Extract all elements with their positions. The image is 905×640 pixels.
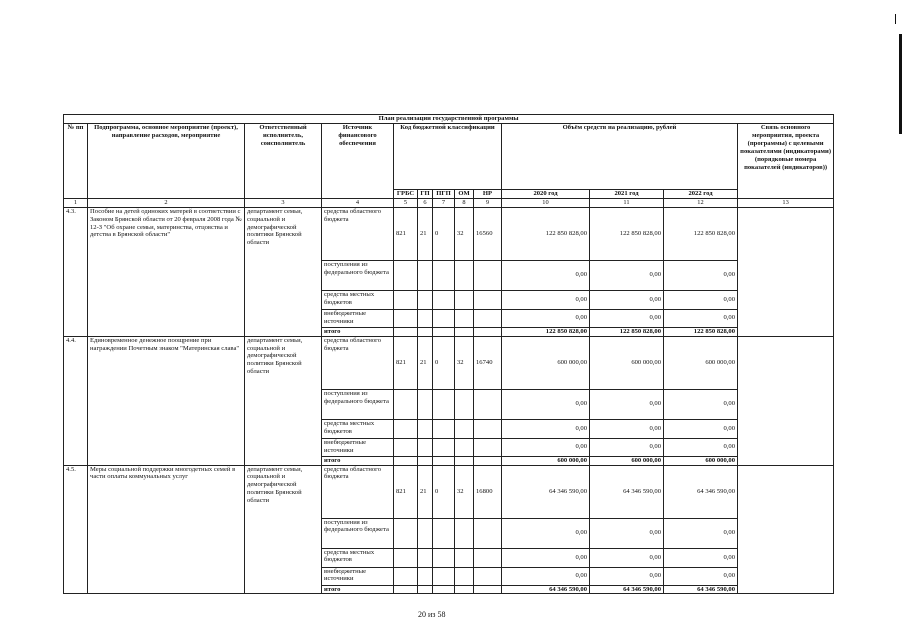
header-code-om: ОМ [455,190,474,199]
header-code-gp: ГП [418,190,433,199]
amount-2020: 64 346 590,00 [502,465,590,518]
total-2020: 64 346 590,00 [502,585,590,594]
responsible-executor: департамент семьи, социальной и демографической политики Брянской области [245,207,322,336]
amount-2020: 0,00 [502,419,590,438]
row-number: 4.3. [64,207,88,336]
amount-2021: 0,00 [590,567,664,585]
source-total: итого [322,327,394,336]
source-extrabudgetary: внебюджетные источники [322,438,394,456]
header-executor: Ответственный исполнитель, соисполнитель [245,124,322,199]
source-extrabudgetary: внебюджетные источники [322,567,394,585]
indicator-link [738,207,834,336]
amount-2020: 0,00 [502,389,590,419]
column-number: 4 [322,199,394,208]
code-pgp: 0 [433,336,455,389]
program-plan-table [63,114,834,594]
code-grbs: 821 [394,207,418,260]
code-grbs: 821 [394,336,418,389]
header-name: Подпрограмма, основное мероприятие (проект), направление расходов, мероприятие [88,124,245,199]
indicator-link [738,465,834,594]
amount-2022: 0,00 [664,438,738,456]
header-funds: Объём средств на реализацию, рублей [502,124,738,190]
column-number: 10 [502,199,590,208]
source-local: средства местных бюджетов [322,290,394,309]
table-row [64,336,834,389]
header-budget-codes: Код бюджетной классификации [394,124,502,190]
header-code-grbs: ГРБС [394,190,418,199]
column-number: 12 [664,199,738,208]
code-om: 32 [455,207,474,260]
total-2021: 64 346 590,00 [590,585,664,594]
code-gp: 21 [418,207,433,260]
amount-2020: 0,00 [502,518,590,548]
amount-2020: 0,00 [502,290,590,309]
column-number: 8 [455,199,474,208]
page-edge-mark-top [895,14,896,24]
code-gp: 21 [418,336,433,389]
amount-2021: 600 000,00 [590,336,664,389]
code-pgp: 0 [433,465,455,518]
page-number: 20 из 58 [418,610,446,619]
column-number: 11 [590,199,664,208]
code-om: 32 [455,336,474,389]
source-federal: поступления из федерального бюджета [322,389,394,419]
table-row [64,465,834,518]
column-number: 7 [433,199,455,208]
amount-2020: 0,00 [502,567,590,585]
total-2020: 600 000,00 [502,456,590,465]
header-num: № пп [64,124,88,199]
column-number: 5 [394,199,418,208]
measure-name: Меры социальной поддержки многодетных семей в части оплаты коммунальных услуг [88,465,245,594]
amount-2021: 0,00 [590,309,664,327]
amount-2021: 0,00 [590,548,664,567]
header-link: Связь основного мероприятия, проекта (программы) с целевыми показателями (индикаторами) (порядковые номера показателей (индикаторов)) [738,124,834,199]
amount-2020: 0,00 [502,548,590,567]
source-local: средства местных бюджетов [322,419,394,438]
source-regional: средства областного бюджета [322,465,394,518]
source-total: итого [322,456,394,465]
row-number: 4.5. [64,465,88,594]
indicator-link [738,336,834,465]
source-local: средства местных бюджетов [322,548,394,567]
total-2022: 64 346 590,00 [664,585,738,594]
header-year-2020: 2020 год [502,190,590,199]
amount-2020: 0,00 [502,260,590,290]
amount-2022: 122 850 828,00 [664,207,738,260]
header-source: Источник финансового обеспечения [322,124,394,199]
code-nr: 16560 [474,207,502,260]
amount-2022: 0,00 [664,518,738,548]
column-number: 9 [474,199,502,208]
header-code-pgp: ПГП [433,190,455,199]
source-total: итого [322,585,394,594]
amount-2021: 0,00 [590,389,664,419]
code-grbs: 821 [394,465,418,518]
code-nr: 16800 [474,465,502,518]
amount-2021: 64 346 590,00 [590,465,664,518]
amount-2020: 122 850 828,00 [502,207,590,260]
column-number: 13 [738,199,834,208]
total-2021: 600 000,00 [590,456,664,465]
code-pgp: 0 [433,207,455,260]
amount-2021: 0,00 [590,419,664,438]
column-number: 6 [418,199,433,208]
amount-2020: 0,00 [502,438,590,456]
amount-2021: 0,00 [590,518,664,548]
source-federal: поступления из федерального бюджета [322,260,394,290]
amount-2022: 0,00 [664,260,738,290]
amount-2021: 0,00 [590,290,664,309]
source-regional: средства областного бюджета [322,336,394,389]
amount-2022: 0,00 [664,548,738,567]
amount-2022: 0,00 [664,290,738,309]
amount-2022: 0,00 [664,309,738,327]
code-nr: 16740 [474,336,502,389]
amount-2021: 122 850 828,00 [590,207,664,260]
total-2022: 122 850 828,00 [664,327,738,336]
source-federal: поступления из федерального бюджета [322,518,394,548]
total-2022: 600 000,00 [664,456,738,465]
amount-2020: 0,00 [502,309,590,327]
responsible-executor: департамент семьи, социальной и демографической политики Брянской области [245,336,322,465]
code-om: 32 [455,465,474,518]
table-title: План реализации государственной программы [64,115,834,124]
amount-2021: 0,00 [590,260,664,290]
header-code-nr: НР [474,190,502,199]
total-2021: 122 850 828,00 [590,327,664,336]
code-gp: 21 [418,465,433,518]
amount-2021: 0,00 [590,438,664,456]
header-year-2021: 2021 год [590,190,664,199]
responsible-executor: департамент семьи, социальной и демографической политики Брянской области [245,465,322,594]
source-extrabudgetary: внебюджетные источники [322,309,394,327]
column-number: 1 [64,199,88,208]
amount-2020: 600 000,00 [502,336,590,389]
measure-name: Пособие на детей одиноких матерей в соответствии с Законом Брянской области от 20 февраля 2008 года № 12-З "Об охране семьи, материнства, отцовства и детства в Брянской области" [88,207,245,336]
column-number: 3 [245,199,322,208]
total-2020: 122 850 828,00 [502,327,590,336]
header-year-2022: 2022 год [664,190,738,199]
source-regional: средства областного бюджета [322,207,394,260]
amount-2022: 0,00 [664,567,738,585]
amount-2022: 600 000,00 [664,336,738,389]
amount-2022: 0,00 [664,419,738,438]
column-number: 2 [88,199,245,208]
amount-2022: 0,00 [664,389,738,419]
row-number: 4.4. [64,336,88,465]
measure-name: Единовременное денежное поощрение при награждении Почетным знаком "Материнская слава" [88,336,245,465]
page-edge-mark [899,34,902,134]
amount-2022: 64 346 590,00 [664,465,738,518]
table-row [64,207,834,260]
